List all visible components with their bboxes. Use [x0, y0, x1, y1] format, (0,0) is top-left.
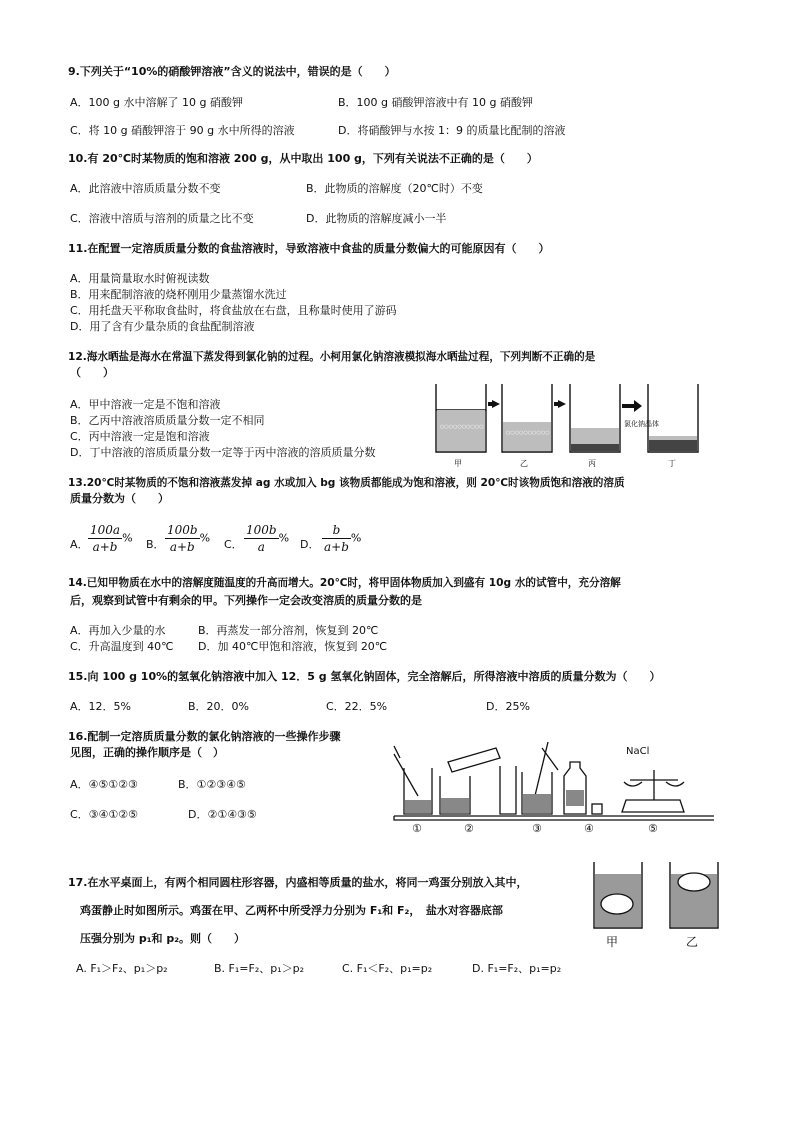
q16-stem: 16.配制一定溶质质量分数的氯化钠溶液的一些操作步骤 — [68, 730, 341, 743]
q13-b-numerator: 100b — [167, 523, 198, 537]
q13-b-percent: % — [199, 531, 211, 545]
q14-stem-cont: 后，观察到试管中有剩余的甲。下列操作一定会改变溶质的质量分数的是 — [70, 594, 422, 607]
q15-option-c: C．22．5% — [326, 700, 388, 713]
q15-option-b: B．20．0% — [188, 700, 249, 713]
q14-stem: 14.已知甲物质在水中的溶解度随温度的升高而增大。20℃时，将甲固体物质加入到盛有 10g 水的试管中，充分溶解 — [68, 577, 621, 589]
q12-beakers-figure — [430, 378, 720, 470]
q16-fig-nacl: NaCl — [626, 746, 650, 757]
q17-fig-label-jia: 甲 — [606, 935, 619, 949]
q14-option-c: C．升高温度到 40℃ — [70, 640, 174, 653]
q12-fig-label-yi: 乙 — [520, 459, 528, 468]
q17-fig-label-yi: 乙 — [686, 935, 699, 949]
q14-option-d: D．加 40℃甲饱和溶液，恢复到 20℃ — [198, 640, 388, 653]
q17-option-c: C. F₁＜F₂、p₁=p₂ — [342, 962, 433, 975]
q17-stem: 17.在水平桌面上，有两个相同圆柱形容器，内盛相等质量的盐水，将同一鸡蛋分别放入其中， — [68, 876, 528, 889]
q11-option-b: B．用来配制溶液的烧杯刚用少量蒸馏水洗过 — [70, 288, 287, 301]
q13-a-percent: % — [122, 531, 133, 545]
q13-option-c — [244, 522, 289, 555]
svg-text:○○○○○○○○○○: ○○○○○○○○○○ — [440, 424, 484, 430]
q17-stem-cont2: 压强分别为 p₁和 p₂。则（ ） — [80, 932, 246, 945]
q16-fig-label-1: ① — [412, 822, 422, 835]
q12-fig-label-jia: 甲 — [454, 459, 462, 468]
q10-option-b: B．此物质的溶解度（20℃时）不变 — [306, 182, 483, 195]
q12-option-a: A．甲中溶液一定是不饱和溶液 — [70, 398, 221, 411]
q16-fig-label-4: ④ — [584, 822, 594, 835]
q12-option-b: B．乙丙中溶液溶质质量分数一定不相同 — [70, 414, 265, 427]
q13-c-percent: % — [278, 531, 290, 545]
q13-stem-cont: 质量分数为（ ） — [70, 492, 169, 505]
q13-d-denominator: a+b — [324, 540, 349, 554]
q13-d-percent: % — [350, 531, 362, 545]
q16-fig-label-2: ② — [464, 822, 474, 835]
q12-stem: 12.海水晒盐是海水在常温下蒸发得到氯化钠的过程。小柯用氯化钠溶液模拟海水晒盐过程，下列判断不正确的是 — [68, 351, 596, 363]
q17-option-a: A. F₁＞F₂、p₁＞p₂ — [76, 962, 168, 975]
q16-option-a: A．④⑤①②③ — [70, 778, 138, 791]
q13-c-denominator: a — [257, 540, 265, 554]
q13-option-a — [88, 522, 133, 555]
q17-option-d: D. F₁=F₂、p₁=p₂ — [472, 962, 562, 975]
q13-d-numerator: b — [322, 522, 351, 539]
q10-option-c: C．溶液中溶质与溶剂的质量之比不变 — [70, 212, 254, 225]
q16-fig-label-5: ⑤ — [648, 822, 658, 835]
q16-option-c: C．③④①②⑤ — [70, 808, 138, 821]
q16-option-b: B．①②③④⑤ — [178, 778, 246, 791]
q16-procedure-figure — [392, 736, 718, 836]
q13-stem: 13.20℃时某物质的不饱和溶液蒸发掉 ag 水或加入 bg 该物质都能成为饱和溶液，则 20℃时该物质饱和溶液的溶质 — [68, 477, 625, 489]
q13-a-denominator: a+b — [92, 540, 118, 554]
q17-option-b: B. F₁=F₂、p₁＞p₂ — [214, 962, 305, 975]
q11-option-a: A．用量筒量取水时俯视读数 — [70, 272, 210, 285]
q13-option-b — [165, 522, 210, 555]
q13-option-b-label: B． — [146, 538, 165, 551]
q9-stem: 9.下列关于“10%的硝酸钾溶液”含义的说法中，错误的是（ ） — [68, 65, 396, 78]
q16-fig-label-3: ③ — [532, 822, 542, 835]
q13-option-d-label: D． — [300, 538, 320, 551]
q9-option-b: B．100 g 硝酸钾溶液中有 10 g 硝酸钾 — [338, 96, 533, 109]
q12-option-c: C．丙中溶液一定是饱和溶液 — [70, 430, 210, 443]
q12-fig-note: 氯化钠晶体 — [624, 420, 659, 428]
q13-option-d — [322, 522, 361, 555]
q11-option-c: C．用托盘天平称取食盐时，将食盐放在右盘，且称量时使用了游码 — [70, 304, 397, 317]
q15-option-d: D．25% — [486, 700, 530, 713]
q13-a-numerator: 100a — [90, 523, 121, 537]
q9-option-a: A．100 g 水中溶解了 10 g 硝酸钾 — [70, 96, 243, 109]
q9-option-d: D．将硝酸钾与水按 1：9 的质量比配制的溶液 — [338, 124, 566, 137]
q10-stem: 10.有 20℃时某物质的饱和溶液 200 g，从中取出 100 g，下列有关说法不正确的是（ ） — [68, 152, 538, 165]
q12-fig-label-bing: 丙 — [588, 459, 596, 468]
q17-stem-cont: 鸡蛋静止时如图所示。鸡蛋在甲、乙两杯中所受浮力分别为 F₁和 F₂， 盐水对容器底部 — [80, 904, 503, 917]
q11-option-d: D．用了含有少量杂质的食盐配制溶液 — [70, 320, 255, 333]
q16-option-d: D．②①④③⑤ — [188, 808, 257, 821]
q16-stem-cont: 见图，正确的操作顺序是（ ） — [70, 746, 224, 759]
q13-c-numerator: 100b — [246, 523, 277, 537]
q10-option-d: D．此物质的溶解度减小一半 — [306, 212, 447, 225]
q15-stem: 15.向 100 g 10%的氢氧化钠溶液中加入 12．5 g 氢氧化钠固体，完全溶解后，所得溶液中溶质的质量分数为（ ） — [68, 670, 661, 683]
q11-stem: 11.在配置一定溶质质量分数的食盐溶液时，导致溶液中食盐的质量分数偏大的可能原因有（ ） — [68, 242, 550, 255]
q14-option-a: A．再加入少量的水 — [70, 624, 166, 637]
q10-option-a: A．此溶液中溶质质量分数不变 — [70, 182, 221, 195]
q17-cups-figure — [590, 856, 730, 956]
q9-option-c: C．将 10 g 硝酸钾溶于 90 g 水中所得的溶液 — [70, 124, 295, 137]
q12-stem-cont: （ ） — [70, 366, 114, 379]
q13-b-denominator: a+b — [169, 540, 195, 554]
q13-option-c-label: C． — [224, 538, 243, 551]
q12-fig-label-ding: 丁 — [668, 459, 676, 468]
q12-option-d: D．丁中溶液的溶质质量分数一定等于丙中溶液的溶质质量分数 — [70, 446, 376, 459]
svg-text:○○○○○○○○○○: ○○○○○○○○○○ — [506, 430, 550, 436]
q13-option-a-label: A． — [70, 538, 89, 551]
q15-option-a: A．12．5% — [70, 700, 131, 713]
q14-option-b: B．再蒸发一部分溶剂，恢复到 20℃ — [198, 624, 379, 637]
